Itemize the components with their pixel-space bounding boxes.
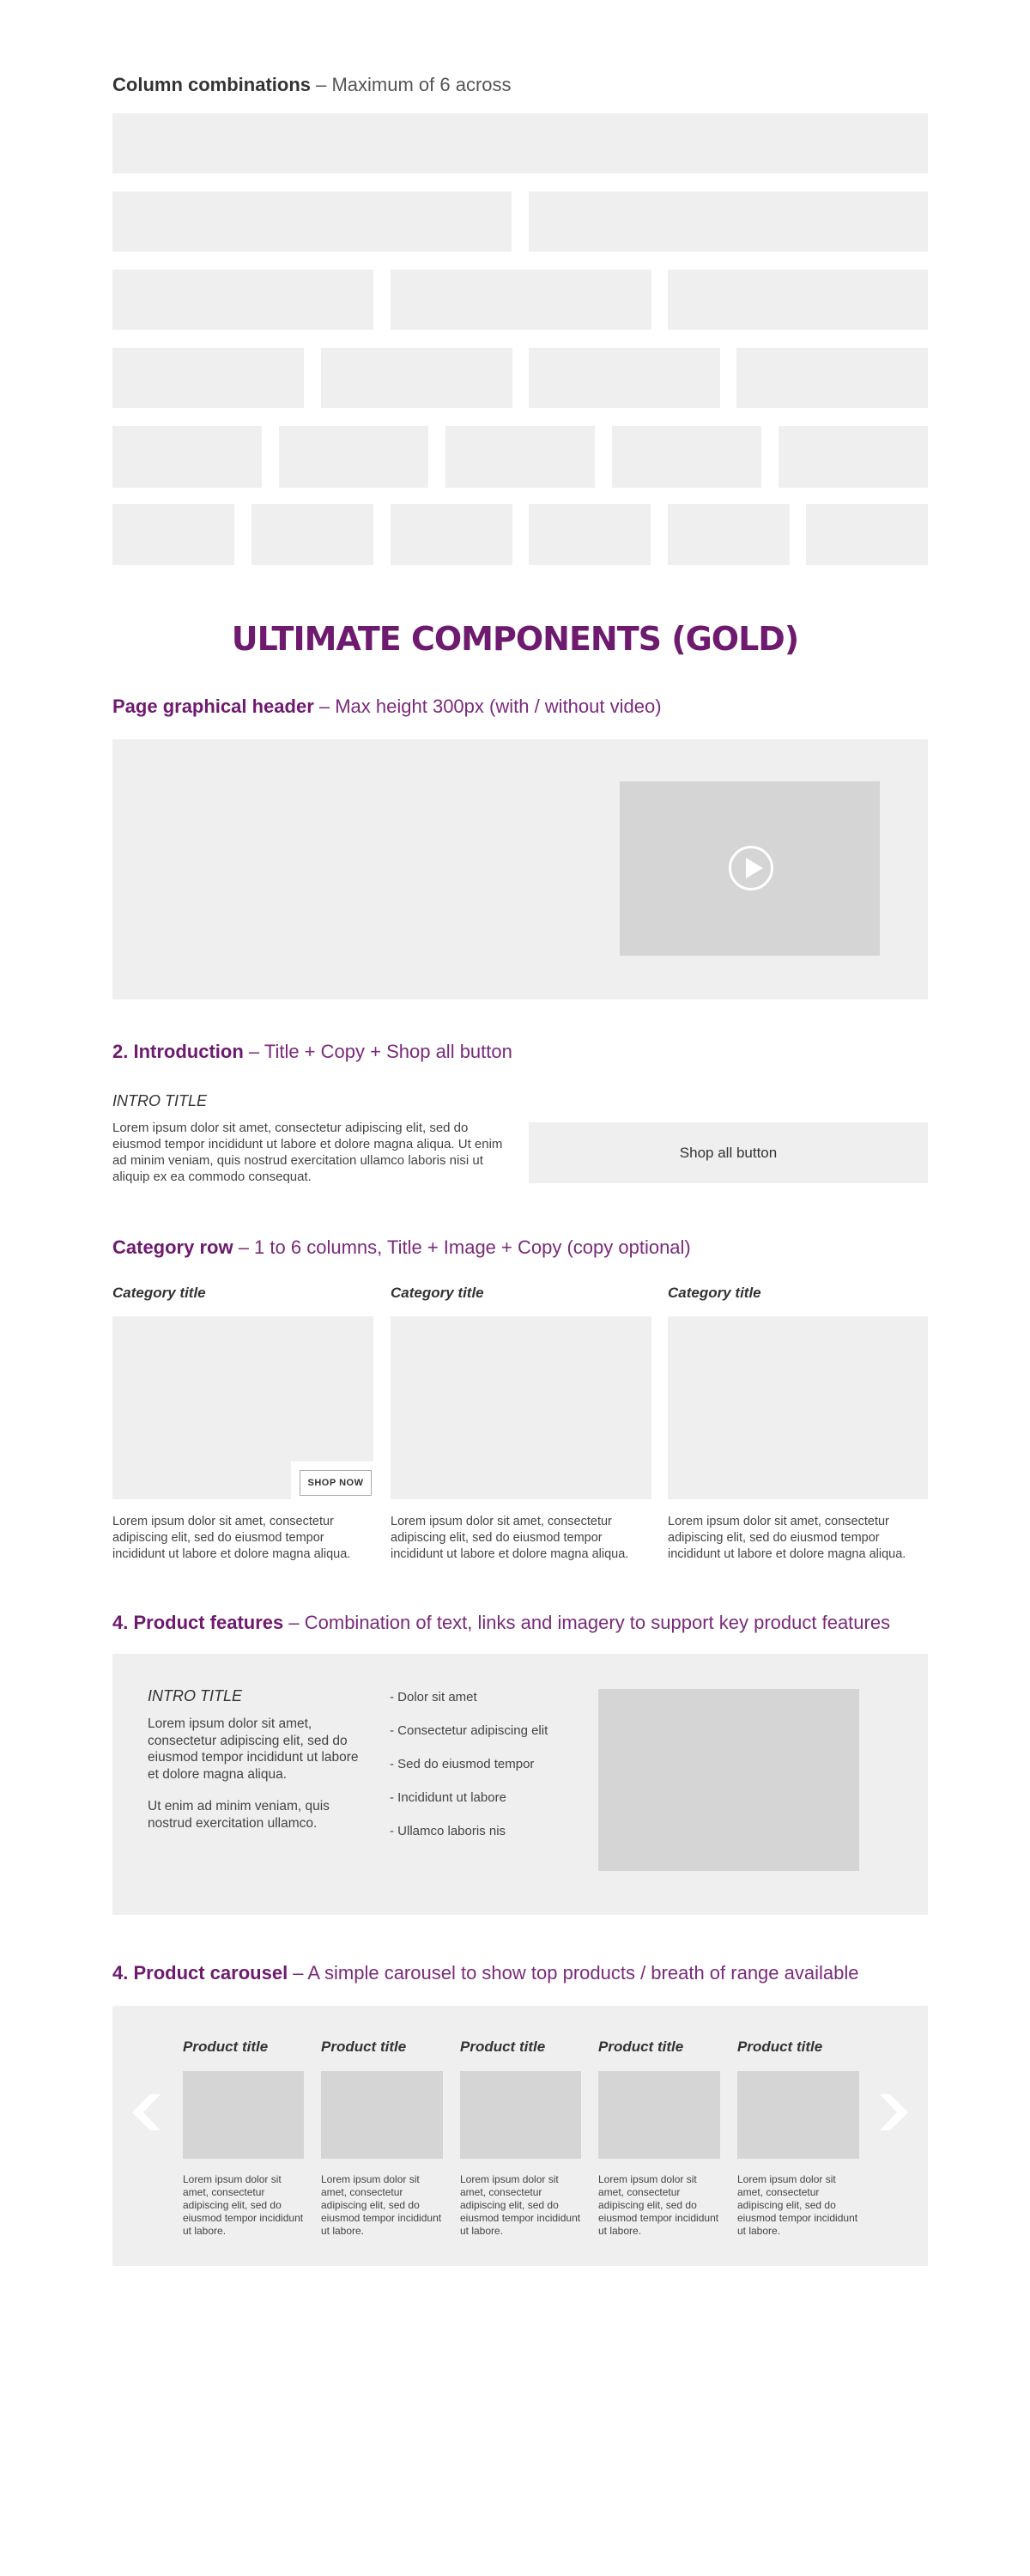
play-icon[interactable] — [729, 846, 773, 890]
column-1-of-6 — [112, 504, 234, 565]
product-title-4[interactable]: Product title — [598, 2038, 684, 2055]
product-image-5[interactable] — [737, 2071, 859, 2159]
column-5-of-6 — [668, 504, 790, 565]
column-1-of-1 — [112, 113, 928, 173]
features-copy-2: Ut enim ad minim veniam, quis nostrud exercitation ullamco. — [148, 1799, 330, 1831]
intro-heading: INTRO TITLE — [112, 1092, 208, 1109]
category-image-3[interactable] — [668, 1316, 928, 1499]
carousel-section-title — [112, 1962, 858, 1984]
column-4-of-6 — [529, 504, 651, 565]
category-title-3[interactable]: Category title — [668, 1285, 761, 1301]
category-image-2[interactable] — [391, 1316, 651, 1499]
column-2-of-6 — [251, 504, 373, 565]
category-title-2[interactable]: Category title — [391, 1285, 484, 1301]
carousel-title-strong: 4. Product carousel — [112, 1962, 288, 1984]
columns-title-strong: Column combinations — [112, 74, 311, 95]
category-copy-2: Lorem ipsum dolor sit amet, consectetur adipiscing elit, sed do eiusmod tempor incididunt ut labore et dolore magna aliqua. — [391, 1515, 629, 1561]
feature-image — [598, 1689, 859, 1871]
intro-title-strong: 2. Introduction — [112, 1041, 244, 1062]
column-4-of-5 — [612, 426, 761, 488]
column-2-of-4 — [321, 348, 512, 408]
column-2-of-3 — [391, 270, 651, 330]
column-3-of-4 — [529, 348, 720, 408]
column-1-of-3 — [112, 270, 373, 330]
product-copy-4: Lorem ipsum dolor sit amet, consectetur adipiscing elit, sed do eiusmod tempor incididunt ut labore. — [598, 2173, 719, 2237]
feature-link-4[interactable]: - Incididunt ut labore — [390, 1790, 506, 1805]
header-section-title — [112, 696, 662, 718]
intro-title-light: – Title + Copy + Shop all button — [243, 1041, 512, 1062]
chevron-left-icon[interactable] — [124, 2093, 164, 2132]
chevron-right-icon[interactable] — [876, 2093, 916, 2132]
column-6-of-6 — [806, 504, 928, 565]
product-image-2[interactable] — [321, 2071, 443, 2159]
category-copy-3: Lorem ipsum dolor sit amet, consectetur adipiscing elit, sed do eiusmod tempor incididunt ut labore et dolore magna aliqua. — [668, 1515, 906, 1561]
category-section-title — [112, 1236, 691, 1259]
product-image-3[interactable] — [460, 2071, 581, 2159]
product-title-2[interactable]: Product title — [321, 2038, 407, 2055]
category-title-1[interactable]: Category title — [112, 1285, 206, 1301]
category-title-light: – 1 to 6 columns, Title + Image + Copy (copy optional) — [233, 1236, 691, 1258]
product-copy-3: Lorem ipsum dolor sit amet, consectetur adipiscing elit, sed do eiusmod tempor incididunt ut labore. — [460, 2173, 581, 2237]
column-1-of-4 — [112, 348, 304, 408]
features-intro-heading: INTRO TITLE — [148, 1687, 243, 1704]
shop-now-button[interactable]: SHOP NOW — [300, 1470, 372, 1496]
column-2-of-2 — [529, 191, 928, 252]
product-image-1[interactable] — [183, 2071, 304, 2159]
features-copy-1: Lorem ipsum dolor sit amet, consectetur adipiscing elit, sed do eiusmod tempor incididunt ut labore et dolore magna aliqua. — [148, 1716, 359, 1782]
intro-section-title — [112, 1041, 512, 1063]
product-title-1[interactable]: Product title — [183, 2038, 269, 2055]
column-1-of-2 — [112, 191, 512, 252]
feature-link-5[interactable]: - Ullamco laboris nis — [390, 1824, 506, 1838]
page-title: ULTIMATE COMPONENTS (GOLD) — [231, 620, 799, 658]
column-1-of-5 — [112, 426, 262, 488]
feature-link-1[interactable]: - Dolor sit amet — [390, 1690, 477, 1704]
features-title-strong: 4. Product features — [112, 1612, 284, 1633]
column-3-of-3 — [668, 270, 928, 330]
features-section-title — [112, 1612, 890, 1634]
intro-copy: Lorem ipsum dolor sit amet, consectetur adipiscing elit, sed do eiusmod tempor incididunt ut labore et dolore magna aliqua. Ut enim ad minim veniam, quis nostrud exercitation ullamco laboris nisi ut aliquip ex ea commodo consequat. — [112, 1121, 503, 1184]
header-title-light: – Max height 300px (with / without video) — [313, 696, 662, 717]
category-title-strong: Category row — [112, 1236, 233, 1258]
column-5-of-5 — [779, 426, 928, 488]
feature-link-3[interactable]: - Sed do eiusmod tempor — [390, 1757, 535, 1771]
features-title-light: – Combination of text, links and imagery to support key product features — [283, 1612, 891, 1633]
play-triangle — [746, 858, 763, 878]
header-title-strong: Page graphical header — [112, 696, 314, 717]
columns-title-light: – Maximum of 6 across — [311, 74, 512, 95]
category-copy-1: Lorem ipsum dolor sit amet, consectetur adipiscing elit, sed do eiusmod tempor incididunt ut labore et dolore magna aliqua. — [112, 1515, 351, 1561]
product-copy-1: Lorem ipsum dolor sit amet, consectetur adipiscing elit, sed do eiusmod tempor incididunt ut labore. — [183, 2173, 304, 2237]
shop-all-button[interactable]: Shop all button — [529, 1122, 928, 1183]
column-2-of-5 — [279, 426, 428, 488]
product-copy-5: Lorem ipsum dolor sit amet, consectetur adipiscing elit, sed do eiusmod tempor incididunt ut labore. — [737, 2173, 858, 2237]
product-title-3[interactable]: Product title — [460, 2038, 546, 2055]
product-image-4[interactable] — [598, 2071, 720, 2159]
column-4-of-4 — [736, 348, 928, 408]
product-title-5[interactable]: Product title — [737, 2038, 823, 2055]
column-3-of-5 — [445, 426, 595, 488]
product-copy-2: Lorem ipsum dolor sit amet, consectetur adipiscing elit, sed do eiusmod tempor incididunt ut labore. — [321, 2173, 442, 2237]
columns-section-title — [112, 74, 512, 96]
carousel-title-light: – A simple carousel to show top products / breath of range available — [288, 1962, 859, 1984]
column-3-of-6 — [391, 504, 512, 565]
feature-link-2[interactable]: - Consectetur adipiscing elit — [390, 1723, 548, 1738]
